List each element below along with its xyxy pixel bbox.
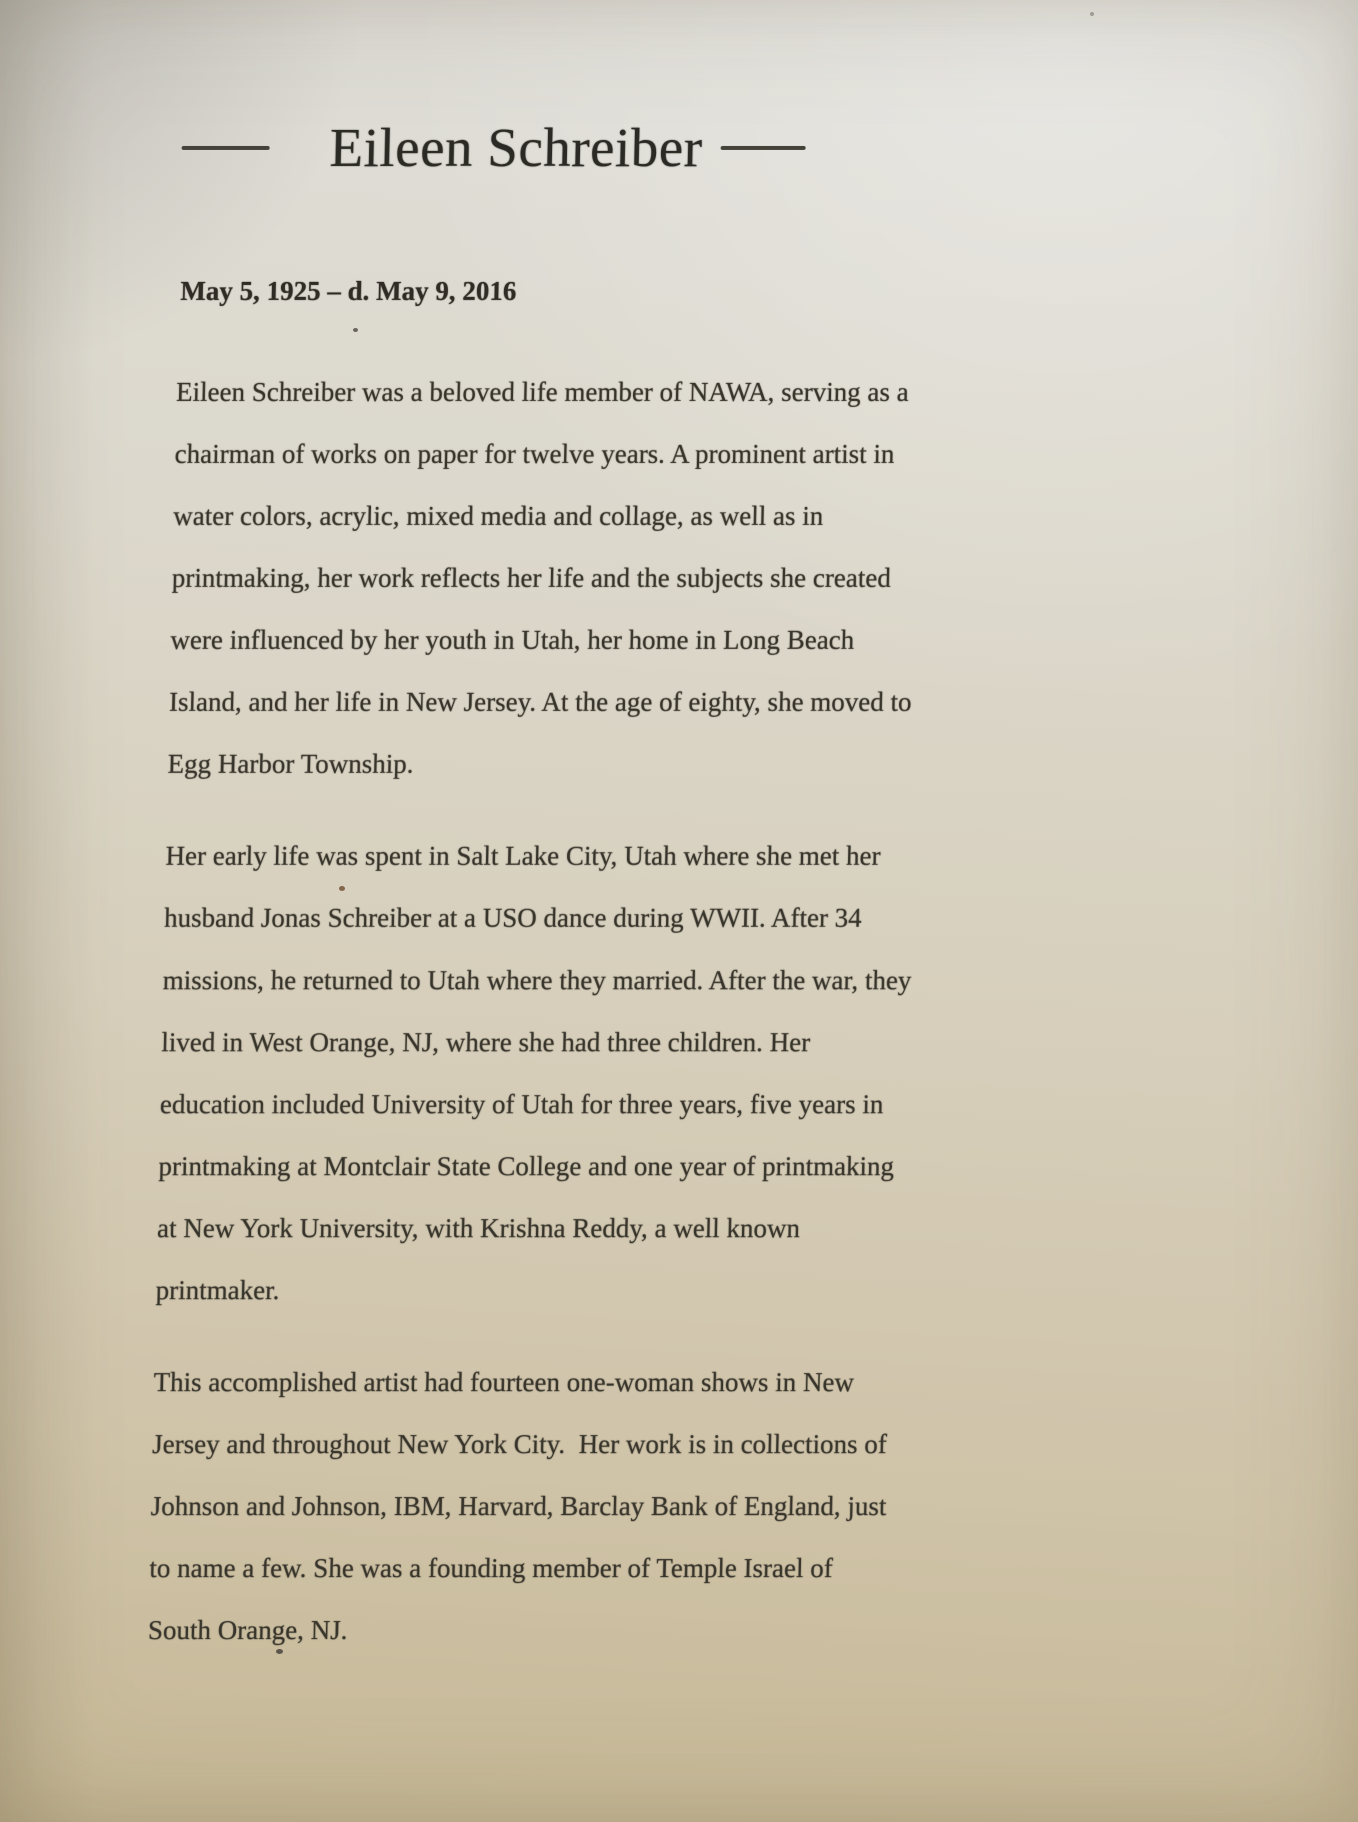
- title-rule-right: [721, 146, 806, 150]
- paragraph-biography: Eileen Schreiber was a beloved life member of NAWA, serving as a chairman of works on paper for twelve years. A prominent artist in water colors, acrylic, mixed media and collage, as well as in printmaking, her work reflects her life and the subjects she created were influenced by her youth in Utah, her home in Long Beach Island, and her life in New Jersey. At the age of eighty, she moved to Egg Harbor Township.: [167, 377, 912, 779]
- life-dates: May 5, 1925 – d. May 9, 2016: [180, 276, 517, 306]
- page-title: Eileen Schreiber: [328, 117, 704, 178]
- title-rule-left: [182, 146, 270, 150]
- paragraph-early-life: Her early life was spent in Salt Lake City, Utah where she met her husband Jonas Schreiber at a USO dance during WWII. After 34 missions, he returned to Utah where they married. After the war, they lived in West Orange, NJ, where she had three children. Her education included University of Utah for three years, five years in printmaking at Montclair State College and one year of printmaking at New York University, with Krishna Reddy, a well known printmaker.: [155, 841, 912, 1305]
- paragraph-career: This accomplished artist had fourteen one-woman shows in New Jersey and throughout New York City. Her work is in collections of Johnson and Johnson, IBM, Harvard, Barclay Bank of England, just to name a few. She was a founding member of Temple Israel of South Orange, NJ.: [147, 1367, 888, 1645]
- title-row: [181, 108, 848, 188]
